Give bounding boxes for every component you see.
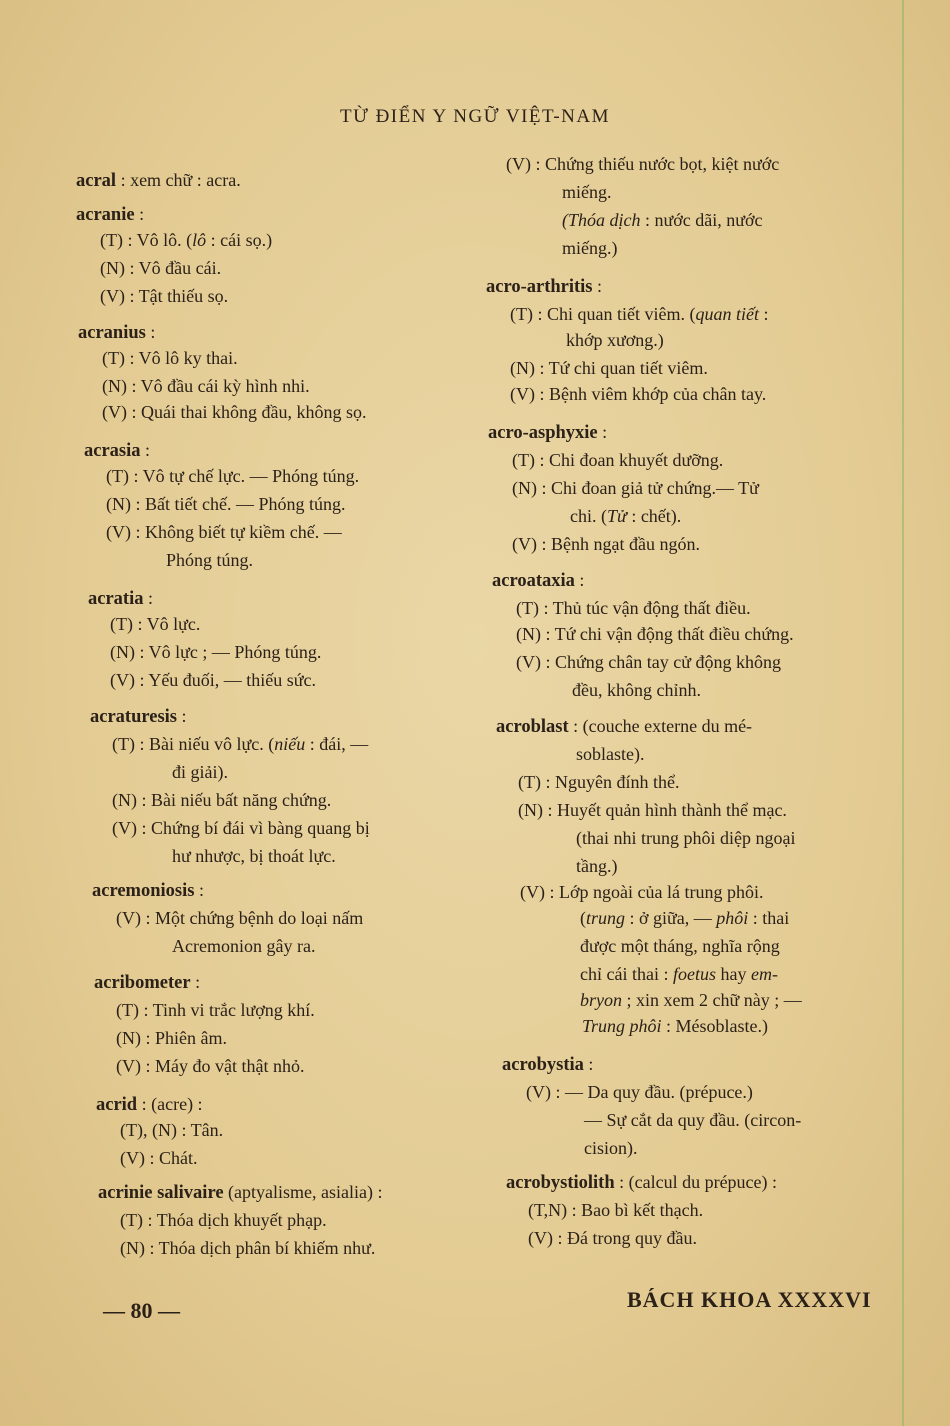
left-column-line: (T) : Bài niếu vô lực. (niếu : đái, — [112,734,369,754]
right-column-line: (N) : Tứ chi vận động thất điều chứng. [516,624,794,644]
left-column-line: đi giải). [172,762,228,782]
left-column-line: (V) : Tật thiếu sọ. [100,286,229,306]
left-column-line: (T) : Vô lực. [110,614,201,634]
right-column-line: (T,N) : Bao bì kết thạch. [528,1200,704,1220]
left-column-line: (N) : Vô đầu cái kỳ hình nhi. [102,376,310,396]
left-column-line: acral : xem chữ : acra. [76,170,241,191]
left-column-line: (N) : Bất tiết chế. — Phóng túng. [106,494,346,514]
left-column-line: acranie : [76,204,145,225]
left-column-line: acranius : [78,322,156,343]
left-column-line: Phóng túng. [166,550,254,570]
right-column-line: acroataxia : [492,570,585,591]
left-column-line: (T), (N) : Tân. [120,1120,224,1140]
left-column-line: (V) : Chát. [120,1148,198,1168]
right-column-line: (V) : Bệnh viêm khớp của chân tay. [510,384,767,404]
left-column-line: acribometer : [94,972,201,993]
magazine-title: BÁCH KHOA XXXXVI [627,1287,872,1312]
right-column-line: (V) : Lớp ngoài của lá trung phôi. [520,882,764,902]
right-column-line: acro-arthritis : [486,276,603,297]
left-column-line: (T) : Vô lô ky thai. [102,348,238,368]
right-column-line: Trung phôi : Mésoblaste.) [582,1016,769,1036]
right-column-line: bryon ; xin xem 2 chữ này ; — [580,990,802,1010]
right-column-line: soblaste). [576,744,645,764]
right-column-line: — Sự cắt da quy đầu. (circon- [584,1110,802,1130]
left-column-line: (V) : Không biết tự kiềm chế. — [106,522,342,542]
right-column-line: acroblast : (couche externe du mé- [496,716,753,737]
right-column-line: (V) : — Da quy đầu. (prépuce.) [526,1082,753,1102]
right-column-line: (T) : Nguyên đính thể. [518,772,680,792]
right-column-line: khớp xương.) [566,330,664,350]
right-column-line: chi. (Tử : chết). [570,506,682,526]
left-column-line: acremoniosis : [92,880,204,901]
right-column-line: (N) : Chi đoan giả tử chứng.— Tử [512,478,759,498]
left-column-line: (N) : Vô lực ; — Phóng túng. [110,642,322,662]
right-column-line: đều, không chỉnh. [572,680,701,700]
left-column-line: acrinie salivaire (aptyalisme, asialia) : [98,1182,383,1203]
right-column-line: acrobystia : [502,1054,594,1075]
left-column-line: (N) : Thóa dịch phân bí khiếm như. [120,1238,376,1258]
left-column-line: (T) : Tinh vi trắc lượng khí. [116,1000,315,1020]
right-column-line: được một tháng, nghĩa rộng [580,936,780,956]
page-edge-line [902,0,904,1426]
left-column-line: acrid : (acre) : [96,1094,203,1115]
left-column-line: acrasia : [84,440,151,461]
right-column-line: (T) : Chi quan tiết viêm. (quan tiết : [510,304,769,324]
right-column-line: cision). [584,1138,638,1158]
right-column-line: (thai nhi trung phôi diệp ngoại [576,828,796,848]
right-column-line: (N) : Tứ chi quan tiết viêm. [510,358,708,378]
right-column-line: miếng. [562,182,612,202]
right-column-line: (V) : Bệnh ngạt đầu ngón. [512,534,700,554]
left-column-line: (T) : Vô tự chế lực. — Phóng túng. [106,466,360,486]
right-column-line: (V) : Chứng thiếu nước bọt, kiệt nước [506,154,780,174]
left-column-line: (N) : Bài niếu bất năng chứng. [112,790,332,810]
right-column-line: miếng.) [562,238,618,258]
right-column-line: (trung : ở giữa, — phôi : thai [580,908,790,928]
running-head: TỪ ĐIỂN Y NGỮ VIỆT-NAM [339,106,611,127]
left-column-line: acraturesis : [90,706,187,727]
left-column-line: (V) : Một chứng bệnh do loại nấm [116,908,364,928]
right-column-line: chỉ cái thai : foetus hay em- [580,964,778,984]
left-column-line: acratia : [88,588,153,609]
left-column-line: (N) : Vô đầu cái. [100,258,222,278]
left-column-line: (T) : Vô lô. (lô : cái sọ.) [100,230,273,250]
right-column-line: (Thóa dịch : nước dãi, nước [562,210,763,230]
right-column-line: (T) : Thủ túc vận động thất điều. [516,598,751,618]
right-column-line: (T) : Chi đoan khuyết dưỡng. [512,450,724,470]
right-column-line: tầng.) [576,856,618,876]
right-column-line: acrobystiolith : (calcul du prépuce) : [506,1172,778,1193]
left-column-line: Acremonion gây ra. [172,936,316,956]
right-column-line: (N) : Huyết quản hình thành thể mạc. [518,800,787,820]
left-column-line: (V) : Quái thai không đầu, không sọ. [102,402,367,422]
right-column-line: acro-asphyxie : [488,422,608,443]
right-column-line: (V) : Chứng chân tay cử động không [516,652,781,672]
left-column-line: (V) : Yếu đuối, — thiếu sức. [110,670,317,690]
page-number: — 80 — [103,1298,180,1323]
left-column-line: (V) : Máy đo vật thật nhỏ. [116,1056,305,1076]
right-column-line: (V) : Đá trong quy đầu. [528,1228,697,1248]
left-column-line: (T) : Thóa dịch khuyết phạp. [120,1210,327,1230]
left-column-line: (N) : Phiên âm. [116,1028,227,1048]
left-column-line: (V) : Chứng bí đái vì bàng quang bị [112,818,370,838]
left-column-line: hư nhược, bị thoát lực. [172,846,336,866]
